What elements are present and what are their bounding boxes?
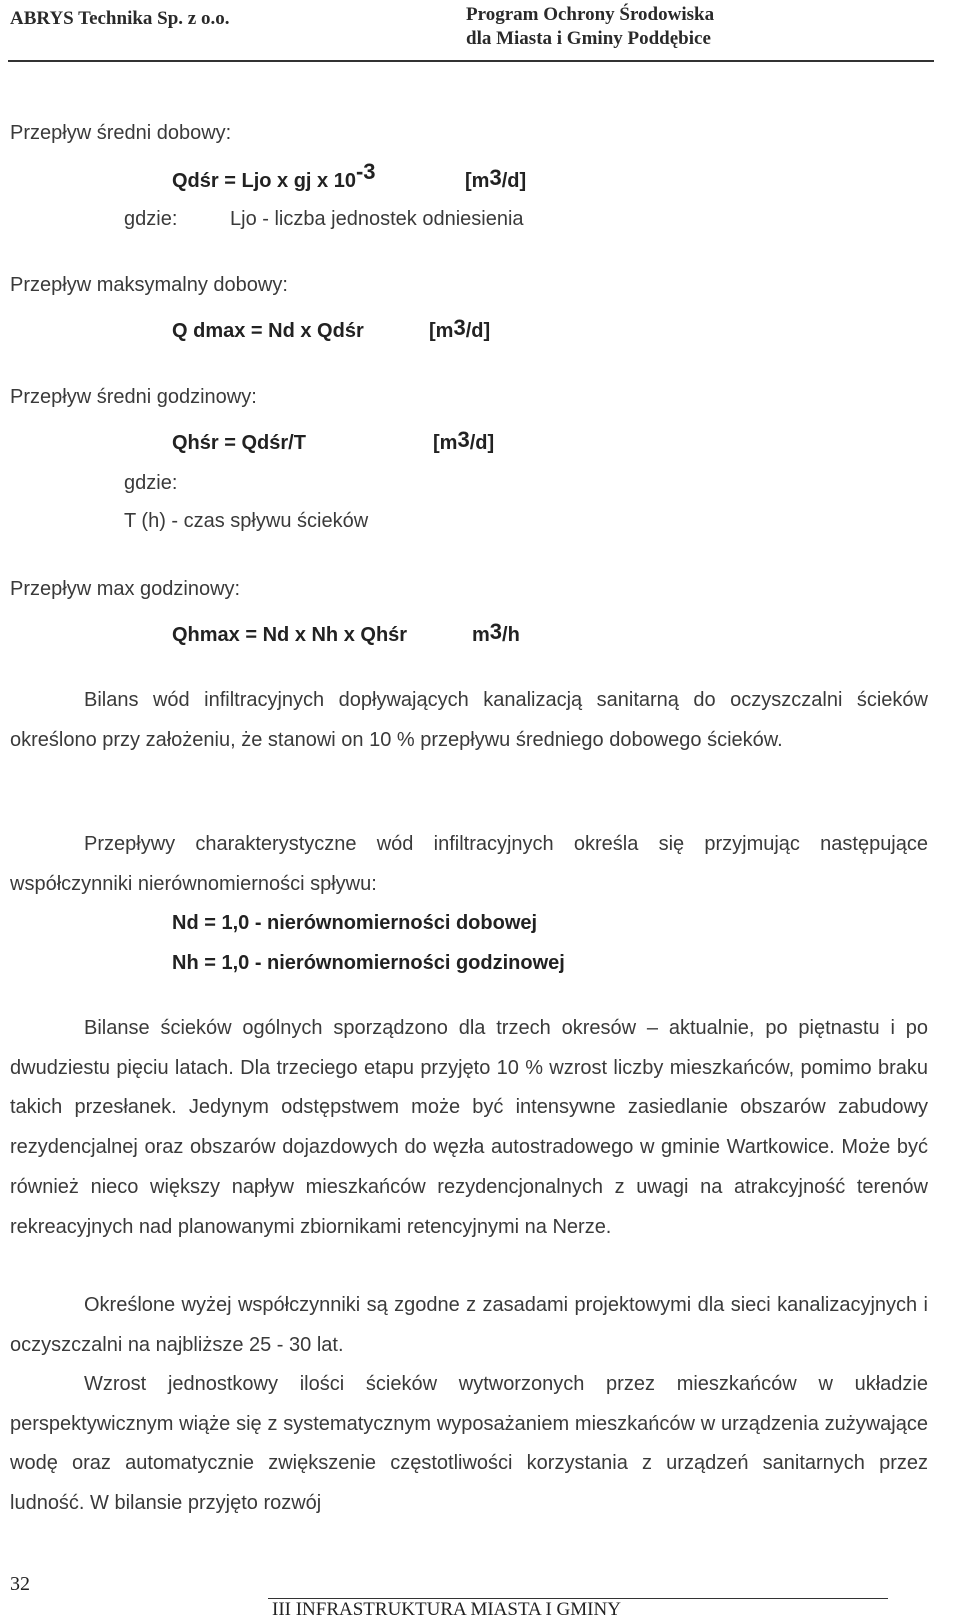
max-daily-formula: Q dmax = Nd x Qdśr [172,320,364,342]
header-company: ABRYS Technika Sp. z o.o. [10,8,230,29]
paragraph-unit-growth [10,1365,928,1524]
paragraph-text: Określone wyżej współczynniki są zgodne z zasadami projektowymi dla sieci kanalizacyjnych i oczyszczalni na najbliższe 25 - 30 lat. [10,1294,928,1356]
paragraph-characteristic-flows [10,825,928,904]
paragraph-design-principles [10,1286,928,1365]
paragraph-text: Przepływy charakterystyczne wód infiltracyjnych określa się przyjmując następujące współczynniki nierównomierności spływu: [10,833,928,895]
max-hourly-formula: Qhmax = Nd x Nh x Qhśr [172,624,408,646]
unit-pre: m [472,624,490,646]
unit-post: /d] [465,320,491,342]
footer-chapter: III INFRASTRUKTURA MIASTA I GMINY [272,1599,621,1620]
avg-daily-unit [465,165,527,193]
avg-daily-where: gdzie: [124,208,178,230]
avg-daily-label: Przepływ średni dobowy: [10,122,232,144]
avg-daily-formula-text: Qdśr = Ljo x gj x 10 [172,170,356,192]
max-hourly-unit [472,619,520,647]
avg-hourly-where: gdzie: [124,472,178,494]
unit-exp: 3 [489,165,502,190]
paragraph-text: Bilans wód infiltracyjnych dopływających kanalizacją sanitarną do oczyszczalni ścieków określono przy założeniu, że stanowi on 10 % przepływu średniego dobowego ścieków. [10,689,928,751]
max-hourly-label: Przepływ max godzinowy: [10,578,241,600]
paragraph-text: Wzrost jednostkowy ilości ścieków wytworzonych przez mieszkańców w układzie perspektywicznym wiąże się z systematycznym wyposażaniem mieszkańców w urządzenia zużywające wodę oraz automatycznie zwiększenie częstotliwości korzystania z urządzeń sanitarnych przez ludność. W bilansie przyjęto rozwój [10,1373,928,1515]
paragraph-infiltration-balance [10,681,928,760]
paragraph-text: Bilanse ścieków ogólnych sporządzono dla trzech okresów – aktualnie, po piętnastu i po dwudziestu pięciu latach. Dla trzeciego etapu przyjęto 10 % wzrost liczby mieszkańców, pomimo braku takich przesłanek. Jedynym odstępstwem może być intensywne zasiedlanie obszarów zabudowy rezydencjalnej oraz obszarów dojazdowych do węzła autostradowego w gminie Wartkowice. Może być również nieco większy napływ mieszkańców rezydencjonalnych z uwagi na atrakcyjność terenów rekreacyjnych nad planowanymi zbiornikami retencyjnymi na Nerze. [10,1017,928,1238]
coefficient-nh: Nh = 1,0 - nierównomierności godzinowej [172,952,565,974]
avg-daily-where-text: Ljo - liczba jednostek odniesienia [230,208,524,230]
max-daily-unit [429,315,491,343]
header-program-line1: Program Ochrony Środowiska [466,4,715,25]
avg-daily-exponent: -3 [355,159,376,184]
header-program-line2: dla Miasta i Gminy Poddębice [466,28,711,49]
coefficient-nd: Nd = 1,0 - nierównomierności dobowej [172,912,538,934]
unit-post: /d] [469,432,495,454]
unit-post: /d] [501,170,527,192]
avg-hourly-label: Przepływ średni godzinowy: [10,386,257,408]
unit-exp: 3 [453,315,466,340]
unit-post: /h [502,624,520,646]
avg-hourly-formula: Qhśr = Qdśr/T [172,432,306,454]
avg-hourly-unit [433,427,495,455]
avg-daily-formula [172,159,376,193]
avg-hourly-where-text: T (h) - czas spływu ścieków [124,510,369,532]
unit-pre: [m [433,432,458,454]
header-rule [8,60,934,62]
unit-exp: 3 [489,619,503,644]
paragraph-sewage-balance [10,1009,928,1247]
unit-exp: 3 [457,427,470,452]
max-daily-label: Przepływ maksymalny dobowy: [10,274,288,296]
unit-pre: [m [429,320,454,342]
page-number: 32 [10,1573,30,1595]
unit-pre: [m [465,170,490,192]
